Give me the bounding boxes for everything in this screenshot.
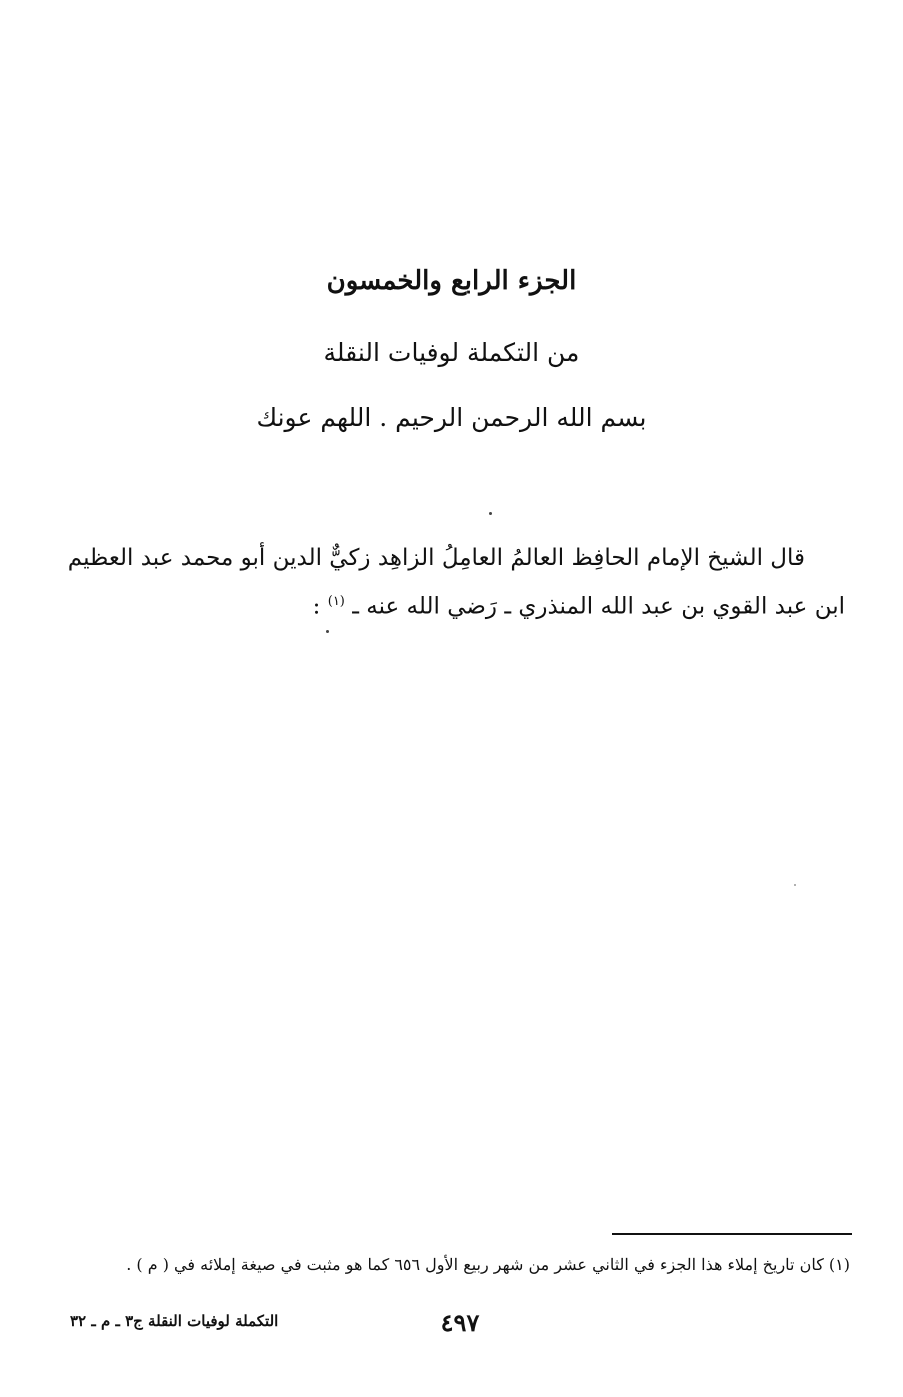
footnote-separator bbox=[612, 1233, 852, 1235]
footer-book-reference: التكملة لوفيات النقلة ج٣ ـ م ـ ٣٢ bbox=[70, 1312, 279, 1330]
page-number: ٤٩٧ bbox=[440, 1308, 480, 1337]
scan-speck bbox=[489, 512, 492, 515]
part-title: الجزء الرابع والخمسون bbox=[326, 266, 577, 296]
subtitle: من التكملة لوفيات النقلة bbox=[323, 338, 580, 367]
body-line-2-text: ابن عبد القوي بن عبد الله المنذري ـ رَضي الله عنه ـ bbox=[352, 593, 845, 620]
body-line-2-colon: : bbox=[312, 593, 321, 620]
footnote-reference: (١) bbox=[327, 594, 345, 609]
scan-speck bbox=[326, 630, 329, 633]
footnote: (١) كان تاريخ إملاء هذا الجزء في الثاني عشر من شهر ربيع الأول ٦٥٦ كما هو مثبت في صيغة إملائه في ( م ) . bbox=[126, 1255, 850, 1274]
scan-speck bbox=[794, 884, 796, 886]
basmala: بسم الله الرحمن الرحيم . اللهم عونك bbox=[256, 403, 647, 432]
body-paragraph-line-1: قال الشيخ الإمام الحافِظ العالمُ العامِلُ الزاهِد زكيٌّ الدين أبو محمد عبد العظيم bbox=[67, 545, 805, 571]
body-paragraph-line-2 bbox=[70, 580, 845, 629]
